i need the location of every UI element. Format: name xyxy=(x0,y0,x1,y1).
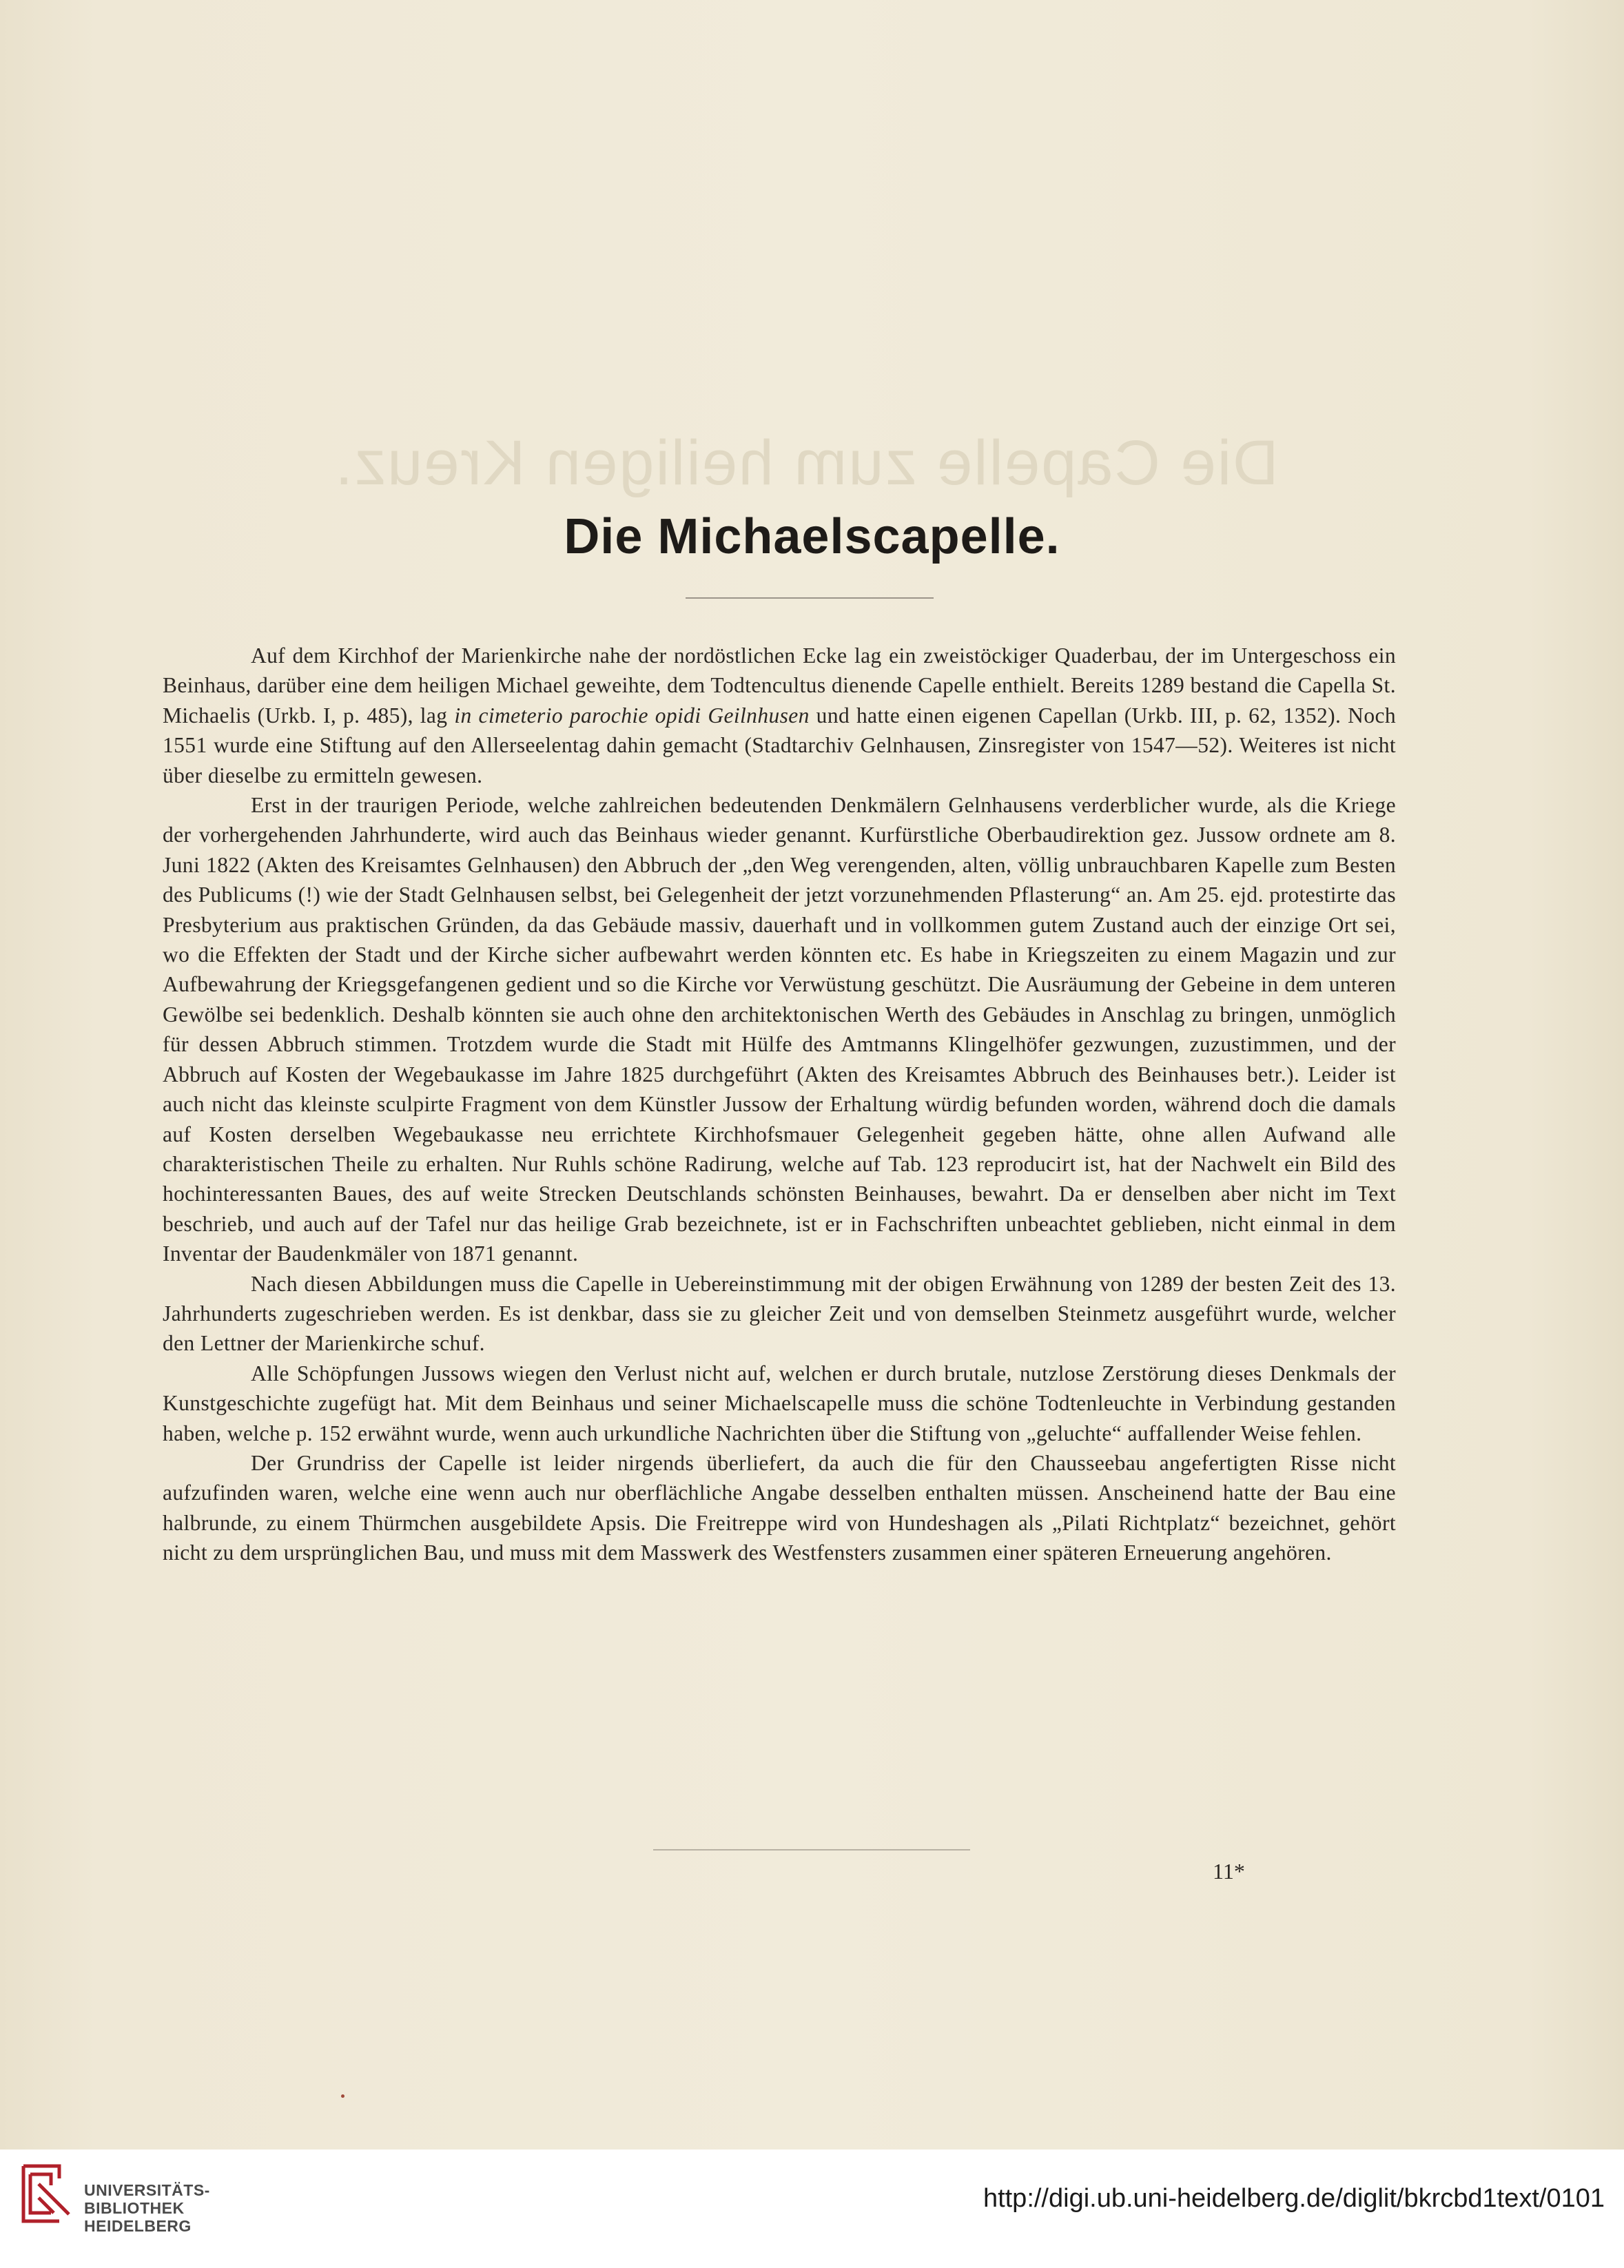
text-run: Der Grundriss der Capelle ist leider nirgends überliefert, da auch die für den Chausseebau angefertigten Risse nicht aufzufinden waren, welche eine wenn auch nur oberflächliche Angabe desselben enthalten müssen. Anscheinend hatte der Bau eine halbrunde, zu einem Thürmchen ausgebildete Apsis. Die Freitreppe wird von Hundeshagen als „Pilati Richtplatz“ bezeichnet, gehört nicht zu dem ursprünglichen Bau, und muss mit dem Masswerk des Westfensters zusammen einer späteren Erneuerung angehören. xyxy=(163,1450,1396,1565)
page-title: Die Michaelscapelle. xyxy=(564,509,1060,564)
paragraph-1 xyxy=(163,641,1396,790)
text-run: Erst in der traurigen Periode, welche zahlreichen bedeutenden Denkmälern Gelnhausens verderblicher wurde, als die Kriege der vorhergehenden Jahrhunderte, wird auch das Beinhaus wieder genannt. Kurfürstliche Oberbaudirektion gez. Jussow ordnete am 8. Juni 1822 (Akten des Kreisamtes Gelnhausen) den Abbruch der „den Weg verengenden, alten, völlig unbrauchbaren Kapelle zum Besten des Publicums (!) wie der Stadt Gelnhausen selbst, bei Gelegenheit der jetzt vorzunehmenden Pflasterung“ an. Am 25. ejd. protestirte das Presbyterium aus praktischen Gründen, da das Gebäude massiv, dauerhaft und in vollkommen gutem Zustand auch der einzige Ort sei, wo die Effekten der Stadt und der Kirche sicher aufbewahrt werden könnten etc. Es habe in Kriegszeiten zu einem Magazin und zur Aufbewahrung der Kriegsgefangenen gedient und so die Kirche vor Verwüstung geschützt. Die Ausräumung der Gebeine in dem unteren Gewölbe sei bedenklich. Deshalb könnten sie auch ohne den architektonischen Werth des Gebäudes in Anschlag zu bringen, unmöglich für dessen Abbruch stimmen. Trotzdem wurde die Stadt mit Hülfe des Amtmanns Klingelhöfer gezwungen, zuzustimmen, und der Abbruch auf Kosten der Wegebaukasse im Jahre 1825 durchgeführt (Akten des Kreisamtes Abbruch des Beinhauses betr.). Leider ist auch nicht das kleinste sculpirte Fragment von dem Künstler Jussow der Erhaltung würdig befunden worden, während doch die damals auf Kosten derselben Wegebaukasse neu errichtete Kirchhofsmauer Gelegenheit gegeben hätte, ohne allen Aufwand alle charakteristischen Theile zu erhalten. Nur Ruhls schöne Radirung, welche auf Tab. 123 reproducirt ist, hat der Nachwelt ein Bild des hochinteressanten Baues, des auf weite Strecken Deutschlands schönsten Beinhauses, bewahrt. Da er denselben aber nicht im Text beschrieb, und auch auf der Tafel nur das heilige Grab bezeichnete, ist er in Fachschriften unbeachtet geblieben, nicht einmal in dem Inventar der Baudenkmäler von 1871 genannt. xyxy=(163,793,1396,1266)
library-name-line-3: HEIDELBERG xyxy=(84,2217,192,2235)
footer-divider xyxy=(653,1849,970,1851)
library-name xyxy=(84,2181,210,2235)
paragraph-3 xyxy=(163,1269,1396,1359)
text-run: Auf dem Kirchhof der Marienkirche nahe der nordöstlichen Ecke lag ein zweistöckiger Quaderbau, der im Untergeschoss ein Beinhaus, darüber eine dem heiligen Michael geweihte, dem Todtencultus dienende Capelle enthielt. Bereits 1289 bestand die Capella St. Michaelis (Urkb. I, p. 485), lag xyxy=(163,643,1396,728)
text-run: und hatte einen eigenen Capellan (Urkb. III, p. 62, 1352). Noch 1551 wurde eine Stiftung auf den Allerseelentag dahin gemacht (Stadtarchiv Gelnhausen, Zinsregister von 1547—52). Weiteres ist nicht über dieselbe zu ermitteln gewesen. xyxy=(163,703,1396,787)
page-number: 11* xyxy=(1213,1859,1245,1884)
text-run: Nach diesen Abbildungen muss die Capelle in Uebereinstimmung mit der obigen Erwähnung von 1289 der besten Zeit des 13. Jahrhunderts zugeschrieben werden. Es ist denkbar, dass sie zu gleicher Zeit und von demselben Steinmetz ausgeführt wurde, welcher den Lettner der Marienkirche schuf. xyxy=(163,1271,1396,1356)
italic-citation: in cimeterio parochie opidi Geilnhusen xyxy=(454,703,810,728)
ink-speck xyxy=(341,2094,345,2098)
paragraph-5 xyxy=(163,1448,1396,1568)
paragraph-2 xyxy=(163,790,1396,1269)
library-name-line-1: UNIVERSITÄTS- xyxy=(84,2181,210,2199)
university-library-logo-icon[interactable] xyxy=(19,2158,73,2227)
library-name-line-2: BIBLIOTHEK xyxy=(84,2199,185,2217)
source-url-link[interactable]: http://digi.ub.uni-heidelberg.de/diglit/bkrcbd1text/0101 xyxy=(983,2184,1605,2213)
title-divider xyxy=(686,597,934,599)
paragraph-4 xyxy=(163,1359,1396,1448)
body-text xyxy=(163,641,1396,1568)
bleed-through-title: Die Capelle zum heiligen Kreuz. xyxy=(333,428,1279,498)
text-run: Alle Schöpfungen Jussows wiegen den Verlust nicht auf, welchen er durch brutale, nutzlose Zerstörung dieses Denkmals der Kunstgeschichte zugefügt hat. Mit dem Beinhaus und seiner Michaelscapelle muss die schöne Todtenleuchte in Verbindung gestanden haben, welche p. 152 erwähnt wurde, wenn auch urkundliche Nachrichten über die Stiftung von „geluchte“ auffallender Weise fehlen. xyxy=(163,1361,1396,1445)
